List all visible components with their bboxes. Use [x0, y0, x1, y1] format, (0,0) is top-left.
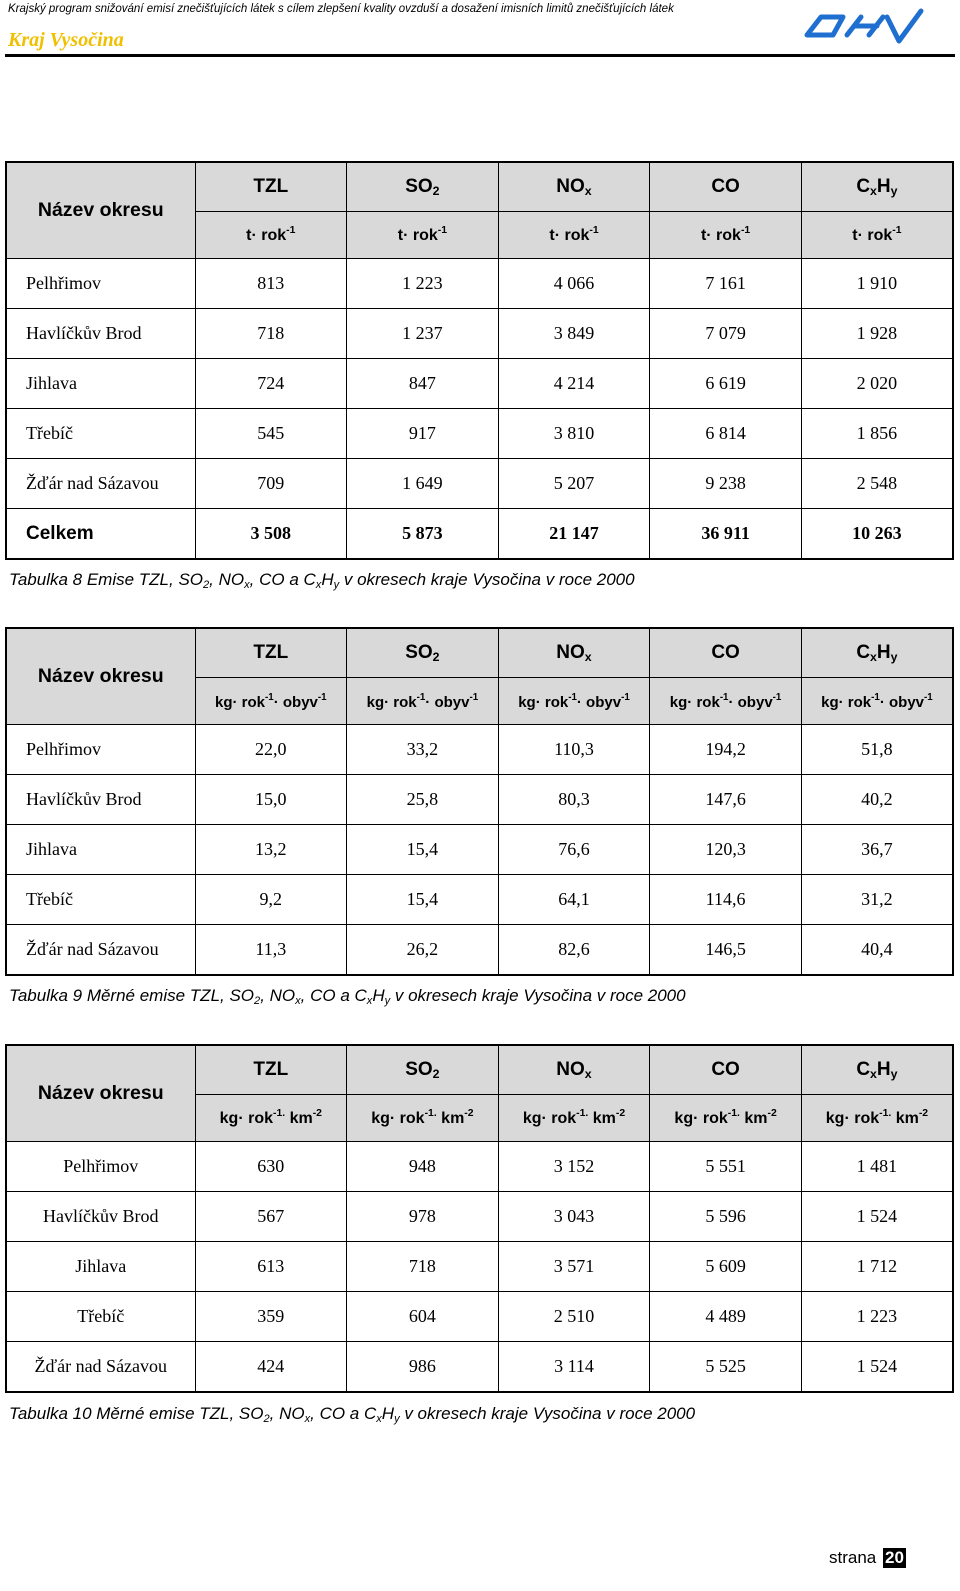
value-tzl: 11,3 [195, 925, 347, 976]
value-cxhy: 1 223 [801, 1292, 953, 1342]
district-name: Jihlava [6, 825, 195, 875]
value-nox: 3 152 [498, 1142, 650, 1192]
value-tzl: 359 [195, 1292, 347, 1342]
table-row [6, 309, 953, 359]
value-so2: 718 [347, 1242, 499, 1292]
value-tzl: 424 [195, 1342, 347, 1393]
value-co: 7 079 [650, 309, 802, 359]
unit-header: t· rok$^{-1}$ [650, 212, 802, 259]
value-nox: 80,3 [498, 775, 650, 825]
column-header-tzl: TZL [195, 162, 347, 212]
column-header-cxhy: $C_xH_y$ [801, 162, 953, 212]
table-row [6, 459, 953, 509]
value-cxhy: 51,8 [801, 725, 953, 775]
value-so2: 1 237 [347, 309, 499, 359]
value-tzl: 718 [195, 309, 347, 359]
value-cxhy: 31,2 [801, 875, 953, 925]
value-so2: 847 [347, 359, 499, 409]
column-header-so2: $SO_2$ [347, 628, 499, 678]
value-so2: 1 649 [347, 459, 499, 509]
table-row [6, 409, 953, 459]
table-10-per-area [5, 1044, 954, 1393]
value-so2: 986 [347, 1342, 499, 1393]
value-so2: 604 [347, 1292, 499, 1342]
column-header-so2: $SO_2$ [347, 1045, 499, 1095]
district-name: Havlíčkův Brod [6, 309, 195, 359]
district-name: Žďár nad Sázavou [6, 925, 195, 976]
value-so2: 5 873 [347, 509, 499, 560]
value-co: 5 551 [650, 1142, 802, 1192]
value-nox: 3 849 [498, 309, 650, 359]
page-label: strana [829, 1548, 877, 1567]
column-header-so2: $SO_2$ [347, 162, 499, 212]
value-nox: 110,3 [498, 725, 650, 775]
unit-header: kg· rok$^{-1}$· obyv$^{-1}$ [195, 678, 347, 725]
value-co: 6 814 [650, 409, 802, 459]
value-co: 194,2 [650, 725, 802, 775]
unit-header: kg· rok$^{-1}$· obyv$^{-1}$ [347, 678, 499, 725]
value-co: 120,3 [650, 825, 802, 875]
column-header-nox: $NO_x$ [498, 162, 650, 212]
value-so2: 1 223 [347, 259, 499, 309]
value-co: 146,5 [650, 925, 802, 976]
value-co: 6 619 [650, 359, 802, 409]
value-co: 9 238 [650, 459, 802, 509]
value-cxhy: 36,7 [801, 825, 953, 875]
table-9-per-capita [5, 627, 954, 976]
table-9-caption: Tabulka 9 Měrné emise TZL, $SO_2$, $NO_x$, CO a $C_xH_y$ v okresech kraje Vysočina v roce 2000 [9, 986, 686, 1007]
dhv-logo-icon [803, 5, 928, 47]
value-nox: 3 810 [498, 409, 650, 459]
program-title: Krajský program snižování emisí znečišťujících látek s cílem zlepšení kvality ovzduší a dosažení imisních limitů znečišťujících látek [8, 3, 674, 15]
column-header-district: Název okresu [6, 628, 195, 725]
column-header-co: CO [650, 162, 802, 212]
value-tzl: 545 [195, 409, 347, 459]
unit-header: t· rok$^{-1}$ [801, 212, 953, 259]
table-row [6, 1292, 953, 1342]
district-name: Havlíčkův Brod [6, 775, 195, 825]
value-nox: 2 510 [498, 1292, 650, 1342]
unit-header: kg· rok$^{-1.}$ $km^{-2}$ [498, 1095, 650, 1142]
table-8-caption: Tabulka 8 Emise TZL, $SO_2$, $NO_x$, CO a $C_xH_y$ v okresech kraje Vysočina v roce 2000 [9, 570, 635, 591]
value-nox: 4 066 [498, 259, 650, 309]
value-co: 114,6 [650, 875, 802, 925]
value-cxhy: 1 524 [801, 1342, 953, 1393]
unit-header: t· rok$^{-1}$ [195, 212, 347, 259]
column-header-co: CO [650, 628, 802, 678]
value-so2: 948 [347, 1142, 499, 1192]
value-nox: 21 147 [498, 509, 650, 560]
value-nox: 82,6 [498, 925, 650, 976]
district-name: Třebíč [6, 409, 195, 459]
district-name: Žďár nad Sázavou [6, 459, 195, 509]
unit-header: t· rok$^{-1}$ [498, 212, 650, 259]
page-number: 20 [884, 1548, 904, 1567]
table-8-emissions [5, 161, 954, 560]
value-tzl: 15,0 [195, 775, 347, 825]
value-cxhy: 40,4 [801, 925, 953, 976]
unit-header: kg· rok$^{-1.}$ $km^{-2}$ [347, 1095, 499, 1142]
value-cxhy: 1 712 [801, 1242, 953, 1292]
table-row [6, 825, 953, 875]
value-cxhy: 1 856 [801, 409, 953, 459]
table-row [6, 1342, 953, 1393]
district-name: Pelhřimov [6, 725, 195, 775]
value-tzl: 22,0 [195, 725, 347, 775]
value-co: 4 489 [650, 1292, 802, 1342]
value-cxhy: 2 548 [801, 459, 953, 509]
unit-header: kg· rok$^{-1}$· obyv$^{-1}$ [801, 678, 953, 725]
value-nox: 3 043 [498, 1192, 650, 1242]
value-so2: 978 [347, 1192, 499, 1242]
value-tzl: 613 [195, 1242, 347, 1292]
value-cxhy: 1 910 [801, 259, 953, 309]
column-header-tzl: TZL [195, 628, 347, 678]
unit-header: kg· rok$^{-1.}$ $km^{-2}$ [801, 1095, 953, 1142]
value-tzl: 813 [195, 259, 347, 309]
value-nox: 64,1 [498, 875, 650, 925]
unit-header: kg· rok$^{-1}$· obyv$^{-1}$ [498, 678, 650, 725]
column-header-cxhy: $C_xH_y$ [801, 628, 953, 678]
table-row-total [6, 509, 953, 560]
table-row [6, 259, 953, 309]
district-name: Jihlava [6, 359, 195, 409]
value-co: 7 161 [650, 259, 802, 309]
value-so2: 917 [347, 409, 499, 459]
value-co: 36 911 [650, 509, 802, 560]
column-header-district: Název okresu [6, 1045, 195, 1142]
value-cxhy: 1 481 [801, 1142, 953, 1192]
value-so2: 26,2 [347, 925, 499, 976]
district-name: Havlíčkův Brod [6, 1192, 195, 1242]
unit-header: kg· rok$^{-1.}$ $km^{-2}$ [195, 1095, 347, 1142]
district-name: Celkem [6, 509, 195, 560]
value-nox: 5 207 [498, 459, 650, 509]
table-row [6, 359, 953, 409]
district-name: Třebíč [6, 875, 195, 925]
value-tzl: 3 508 [195, 509, 347, 560]
table-9-body [6, 725, 953, 976]
value-cxhy: 2 020 [801, 359, 953, 409]
table-8-body [6, 259, 953, 509]
value-tzl: 709 [195, 459, 347, 509]
value-tzl: 13,2 [195, 825, 347, 875]
value-tzl: 630 [195, 1142, 347, 1192]
table-row [6, 775, 953, 825]
column-header-co: CO [650, 1045, 802, 1095]
value-tzl: 9,2 [195, 875, 347, 925]
value-so2: 15,4 [347, 875, 499, 925]
unit-header: kg· rok$^{-1.}$ $km^{-2}$ [650, 1095, 802, 1142]
district-name: Třebíč [6, 1292, 195, 1342]
district-name: Jihlava [6, 1242, 195, 1292]
column-header-district: Název okresu [6, 162, 195, 259]
table-10-caption: Tabulka 10 Měrné emise TZL, $SO_2$, $NO_x$, CO a $C_xH_y$ v okresech kraje Vysočina v roce 2000 [9, 1404, 696, 1425]
table-row [6, 725, 953, 775]
table-10-body [6, 1142, 953, 1393]
region-title: Kraj Vysočina [8, 29, 124, 51]
header-divider [5, 54, 955, 57]
district-name: Žďár nad Sázavou [6, 1342, 195, 1393]
value-so2: 15,4 [347, 825, 499, 875]
column-header-nox: $NO_x$ [498, 1045, 650, 1095]
district-name: Pelhřimov [6, 259, 195, 309]
value-nox: 4 214 [498, 359, 650, 409]
unit-header: t· rok$^{-1}$ [347, 212, 499, 259]
table-row [6, 1242, 953, 1292]
value-so2: 25,8 [347, 775, 499, 825]
value-tzl: 567 [195, 1192, 347, 1242]
value-cxhy: 1 524 [801, 1192, 953, 1242]
value-co: 5 609 [650, 1242, 802, 1292]
column-header-tzl: TZL [195, 1045, 347, 1095]
table-row [6, 1192, 953, 1242]
value-co: 5 596 [650, 1192, 802, 1242]
value-tzl: 724 [195, 359, 347, 409]
table-row [6, 1142, 953, 1192]
value-cxhy: 40,2 [801, 775, 953, 825]
district-name: Pelhřimov [6, 1142, 195, 1192]
value-co: 147,6 [650, 775, 802, 825]
value-nox: 3 571 [498, 1242, 650, 1292]
value-cxhy: 1 928 [801, 309, 953, 359]
table-row [6, 925, 953, 976]
page-footer [829, 1548, 906, 1568]
column-header-nox: $NO_x$ [498, 628, 650, 678]
value-cxhy: 10 263 [801, 509, 953, 560]
column-header-cxhy: $C_xH_y$ [801, 1045, 953, 1095]
value-so2: 33,2 [347, 725, 499, 775]
value-nox: 76,6 [498, 825, 650, 875]
unit-header: kg· rok$^{-1}$· obyv$^{-1}$ [650, 678, 802, 725]
value-co: 5 525 [650, 1342, 802, 1393]
value-nox: 3 114 [498, 1342, 650, 1393]
table-row [6, 875, 953, 925]
